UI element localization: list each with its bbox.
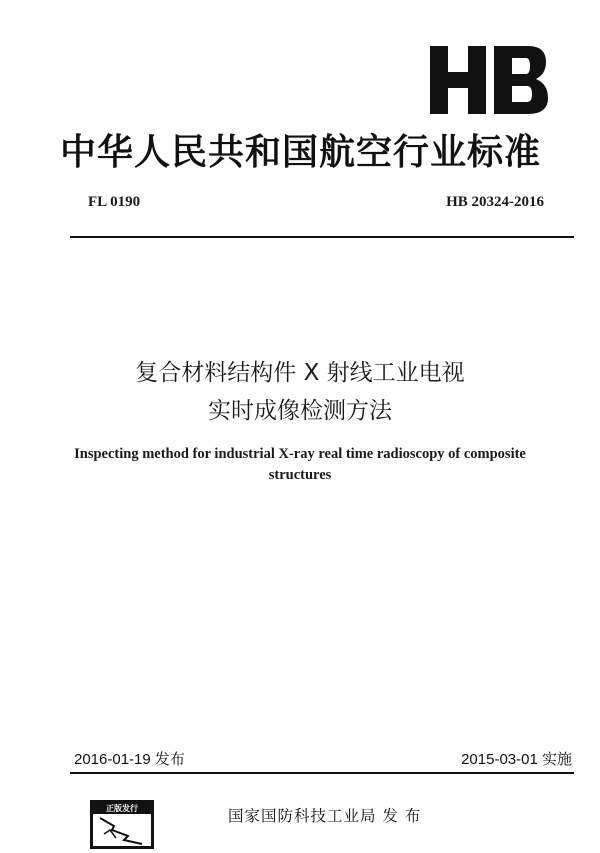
- header-divider: [70, 236, 574, 238]
- english-title-line-2: structures: [268, 467, 332, 483]
- stamp-graphic: [90, 800, 154, 849]
- implementation-date: 2015-03-01 实施: [461, 751, 572, 768]
- organization-title: 中华人民共和国航空行业标准: [60, 132, 542, 173]
- english-title-line-1: Inspecting method for industrial X-ray real time radioscopy of composite: [74, 446, 526, 462]
- genuine-release-stamp: [90, 800, 154, 849]
- hb-logo-mark: [428, 44, 550, 116]
- footer-divider: [70, 772, 574, 774]
- publisher: 国家国防科技工业局 发 布: [228, 807, 422, 825]
- classification-code: FL 0190: [88, 194, 141, 210]
- stamp-label: 正版发行: [106, 804, 138, 813]
- issue-date: 2016-01-19 发布: [74, 751, 185, 768]
- chinese-title-line-1: 复合材料结构件 X 射线工业电视: [135, 360, 465, 386]
- standard-number: HB 20324-2016: [446, 194, 544, 210]
- hb-logo: [428, 44, 550, 116]
- chinese-title-line-2: 实时成像检测方法: [208, 398, 392, 424]
